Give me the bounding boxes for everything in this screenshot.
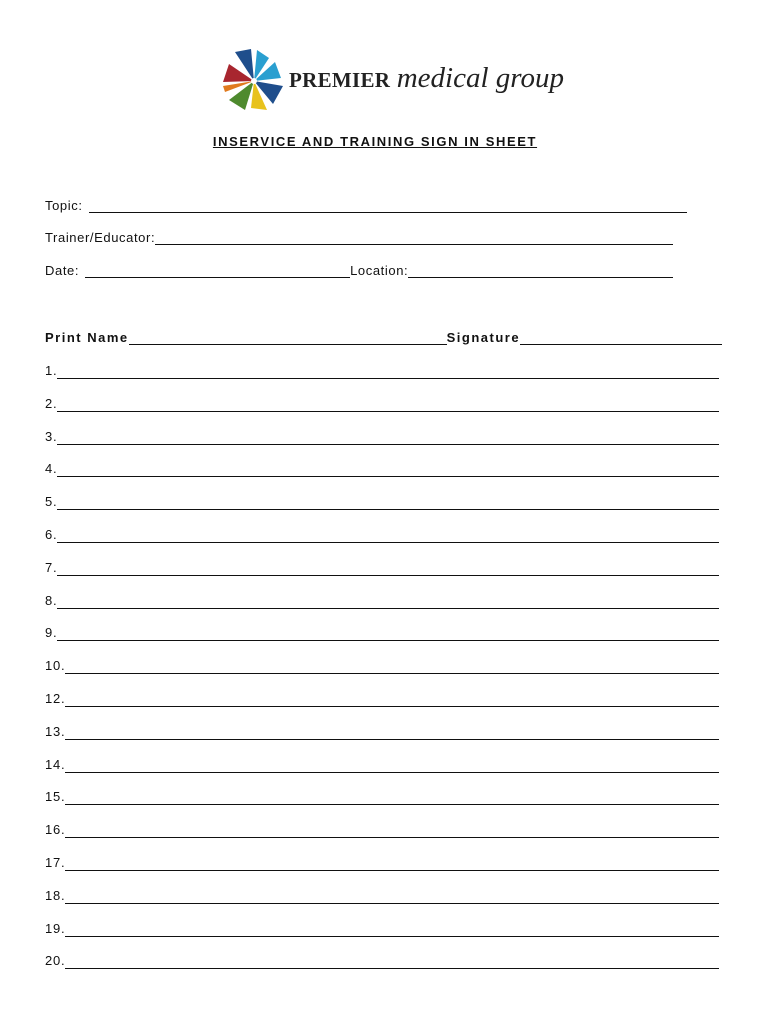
row-number: 10. [45,658,66,674]
date-label: Date: [45,263,80,278]
row-number: 2. [45,395,58,411]
sign-in-row[interactable] [45,822,719,855]
row-entry-line[interactable] [65,724,719,740]
row-entry-line[interactable] [57,625,719,641]
pinwheel-logo-icon [221,48,287,114]
row-entry-line[interactable] [57,560,719,576]
sign-in-row[interactable] [45,658,719,691]
row-entry-line[interactable] [65,691,719,707]
location-label: Location: [350,263,409,278]
row-number: 18. [45,887,66,903]
sign-in-row[interactable] [45,396,719,429]
row-entry-line[interactable] [57,527,719,543]
trainer-line[interactable] [155,230,673,245]
row-number: 12. [45,690,66,706]
row-number: 7. [45,559,58,575]
row-entry-line[interactable] [57,593,719,609]
sign-in-row[interactable] [45,363,719,396]
row-entry-line[interactable] [65,789,719,805]
row-entry-line[interactable] [57,429,719,445]
row-number: 1. [45,363,58,378]
row-entry-line[interactable] [57,363,719,379]
location-line[interactable] [408,263,673,278]
sign-in-row[interactable] [45,888,719,921]
sign-in-row[interactable] [45,953,719,986]
sign-in-rows [45,363,719,986]
row-entry-line[interactable] [65,888,719,904]
company-logo [221,48,564,114]
row-number: 19. [45,920,66,936]
row-number: 17. [45,854,66,870]
row-number: 4. [45,461,58,477]
row-number: 13. [45,723,66,739]
row-number: 6. [45,526,58,542]
row-entry-line[interactable] [65,953,719,969]
sign-in-row[interactable] [45,625,719,658]
row-number: 5. [45,494,58,510]
trainer-field[interactable] [45,230,673,245]
row-number: 3. [45,428,58,444]
sign-in-row[interactable] [45,724,719,757]
row-entry-line[interactable] [57,396,719,412]
print-name-header-line [129,330,447,345]
signature-header-line [520,330,722,345]
sign-in-row[interactable] [45,527,719,560]
sign-in-row[interactable] [45,461,719,494]
topic-label: Topic: [45,198,83,213]
brand-name [289,62,564,95]
sign-in-row[interactable] [45,789,719,822]
sign-in-row[interactable] [45,494,719,527]
topic-field[interactable] [45,198,687,213]
form-title: INSERVICE AND TRAINING SIGN IN SHEET [212,134,538,149]
sign-in-row[interactable] [45,560,719,593]
row-number: 16. [45,822,66,838]
row-entry-line[interactable] [65,855,719,871]
row-entry-line[interactable] [65,822,719,838]
trainer-label: Trainer/Educator: [45,230,156,245]
print-name-header: Print Name [45,330,129,345]
sign-in-row[interactable] [45,855,719,888]
row-entry-line[interactable] [65,757,719,773]
sign-in-row[interactable] [45,429,719,462]
date-location-field[interactable] [45,263,673,278]
signature-header: Signature [446,330,521,345]
sign-in-row[interactable] [45,593,719,626]
topic-line[interactable] [89,198,687,213]
brand-premier-text: PREMIER [289,68,391,92]
brand-medical-group-text: medical group [396,62,564,94]
row-number: 20. [45,953,66,969]
sign-in-row[interactable] [45,691,719,724]
sign-in-row[interactable] [45,921,719,954]
row-number: 15. [45,789,66,805]
sign-in-row[interactable] [45,757,719,790]
row-number: 14. [45,756,66,772]
row-entry-line[interactable] [57,461,719,477]
row-number: 9. [45,625,58,641]
row-entry-line[interactable] [57,494,719,510]
row-entry-line[interactable] [65,921,719,937]
date-line[interactable] [85,263,350,278]
sign-in-table-header [45,330,722,345]
row-number: 8. [45,592,58,608]
row-entry-line[interactable] [65,658,719,674]
